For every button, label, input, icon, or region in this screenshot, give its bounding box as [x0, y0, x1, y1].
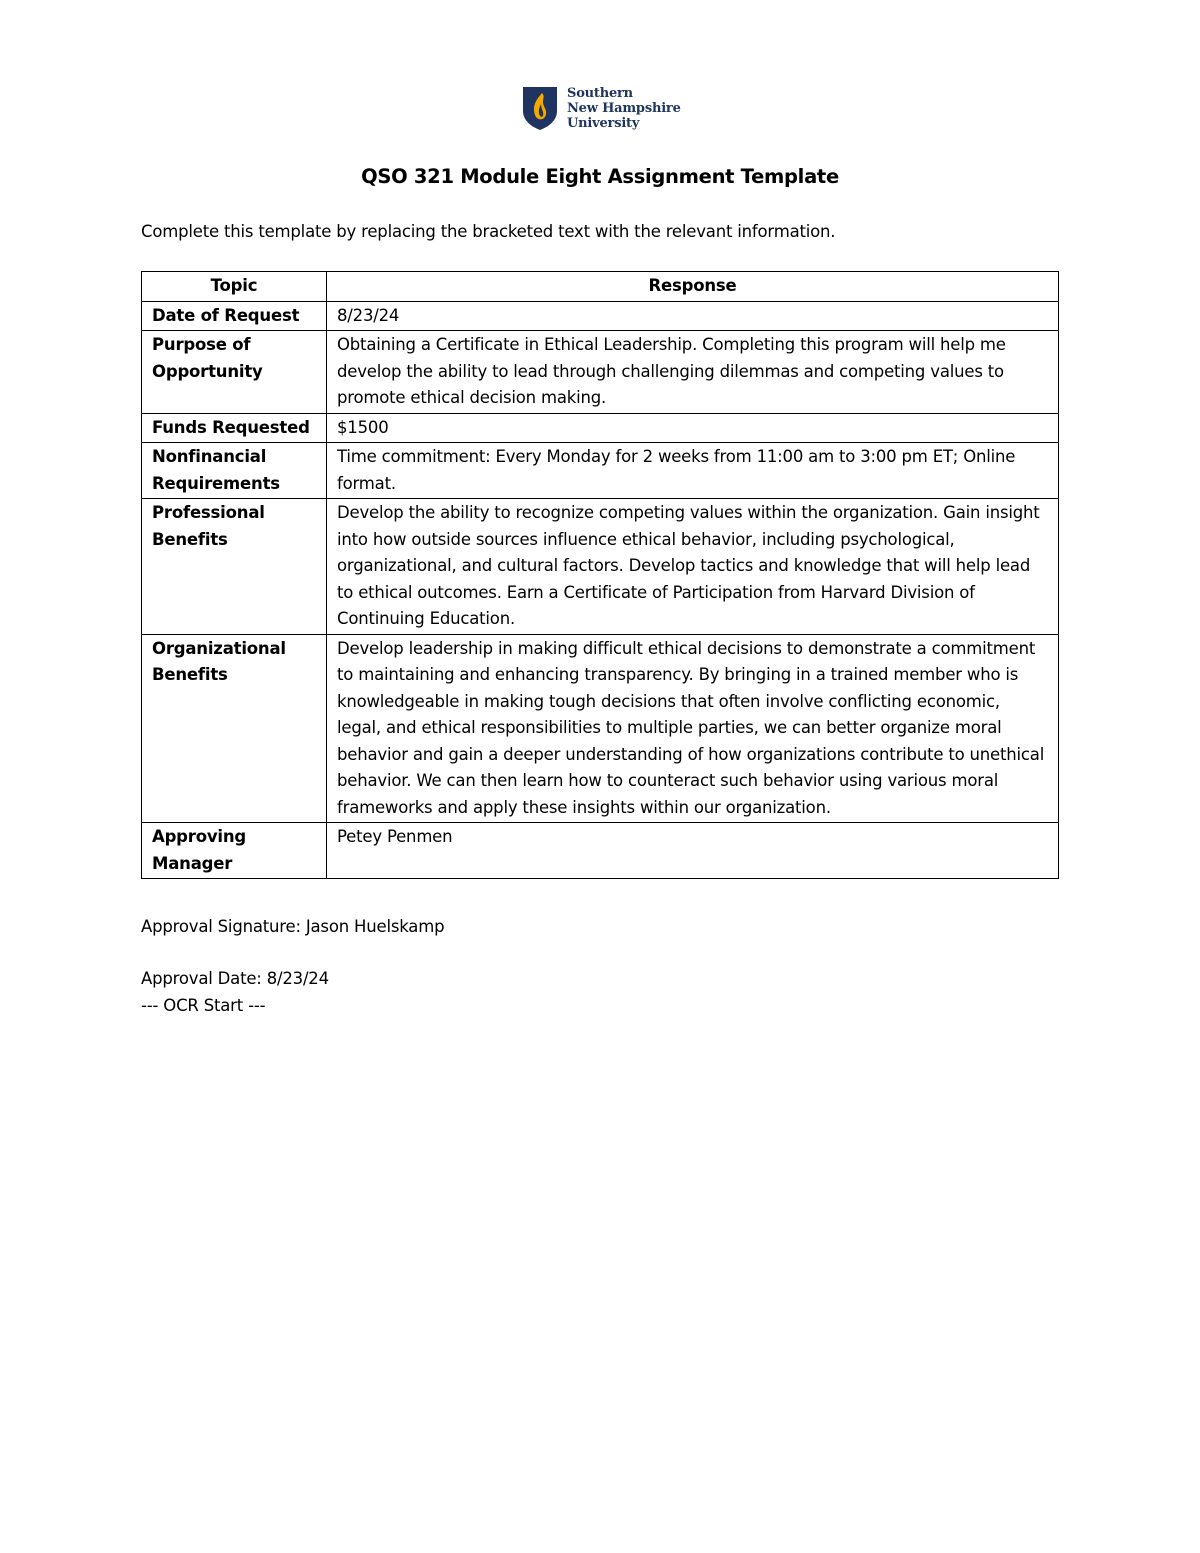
assignment-table [141, 271, 1059, 879]
university-logo [521, 84, 691, 132]
topic-cell: Date of Request [142, 301, 327, 331]
response-cell: Petey Penmen [327, 823, 1059, 879]
response-cell: 8/23/24 [327, 301, 1059, 331]
table-row [142, 331, 1059, 414]
instructions-text: Complete this template by replacing the bracketed text with the relevant information. [141, 222, 836, 241]
logo-line-3: University [567, 115, 640, 131]
table-row [142, 634, 1059, 823]
shield-flame-icon [521, 85, 559, 131]
approval-date: Approval Date: 8/23/24 [141, 969, 329, 988]
topic-cell: Professional Benefits [142, 499, 327, 635]
document-title: QSO 321 Module Eight Assignment Template [361, 165, 839, 188]
response-cell: Develop the ability to recognize competing values within the organization. Gain insight into how outside sources influence ethical behavior, including psychological, organizational, and cultural factors. Develop tactics and knowledge that will help lead to ethical outcomes. Earn a Certificate of Participation from Harvard Division of Continuing Education. [327, 499, 1059, 635]
response-cell: Develop leadership in making difficult ethical decisions to demonstrate a commitment to maintaining and enhancing transparency. By bringing in a trained member who is knowledgeable in making tough decisions that often involve conflicting economic, legal, and ethical responsibilities to multiple parties, we can better organize moral behavior and gain a deeper understanding of how organizations contribute to unethical behavior. We can then learn how to counteract such behavior using various moral frameworks and apply these insights within our organization. [327, 634, 1059, 823]
topic-cell: Approving Manager [142, 823, 327, 879]
response-cell: Obtaining a Certificate in Ethical Leadership. Completing this program will help me develop the ability to lead through challenging dilemmas and competing values to promote ethical decision making. [327, 331, 1059, 414]
topic-cell: Nonfinancial Requirements [142, 443, 327, 499]
response-column-header: Response [327, 272, 1059, 302]
response-cell: Time commitment: Every Monday for 2 weeks from 11:00 am to 3:00 pm ET; Online format. [327, 443, 1059, 499]
topic-cell: Purpose of Opportunity [142, 331, 327, 414]
topic-cell: Organizational Benefits [142, 634, 327, 823]
table-header-row [142, 272, 1059, 302]
table-row [142, 301, 1059, 331]
table-row [142, 499, 1059, 635]
topic-column-header: Topic [142, 272, 327, 302]
approval-signature: Approval Signature: Jason Huelskamp [141, 917, 445, 936]
response-cell: $1500 [327, 413, 1059, 443]
table-row [142, 823, 1059, 879]
ocr-marker: --- OCR Start --- [141, 996, 266, 1015]
topic-cell: Funds Requested [142, 413, 327, 443]
table-row [142, 443, 1059, 499]
table-row [142, 413, 1059, 443]
logo-wordmark [567, 86, 681, 131]
logo-line-2: New Hampshire [567, 100, 681, 116]
logo-line-1: Southern [567, 85, 633, 101]
